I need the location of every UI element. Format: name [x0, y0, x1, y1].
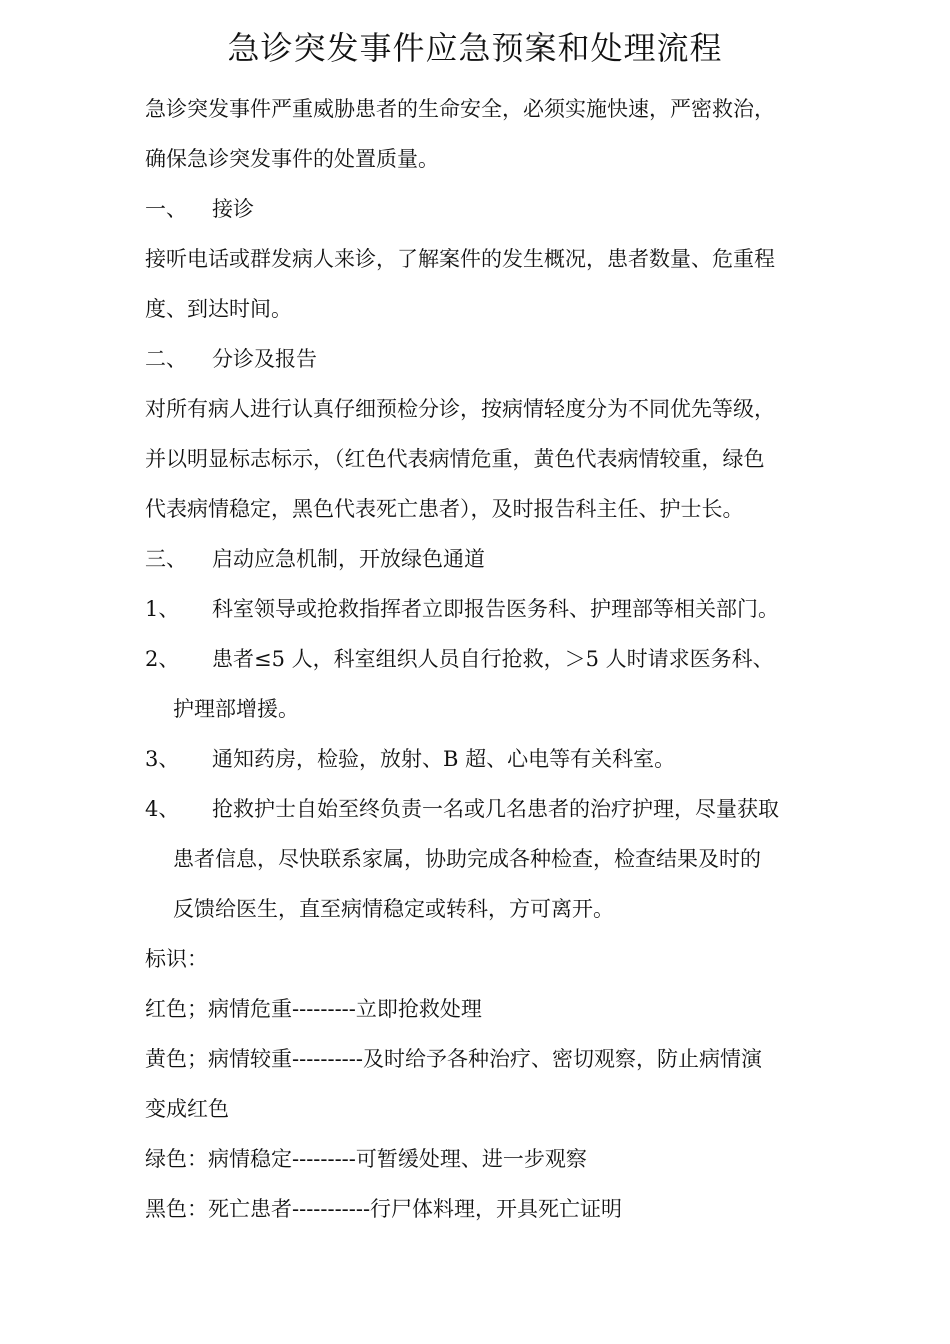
list-item-4-continuation-1 — [145, 834, 815, 884]
list-item-text: 抢救护士自始至终负责一名或几名患者的治疗护理，尽量获取 — [212, 797, 779, 821]
section-1-line-2: 度、到达时间。 — [145, 297, 292, 321]
section-number: 三、 — [145, 547, 187, 571]
section-2-line-3: 代表病情稳定，黑色代表死亡患者），及时报告科主任、护士长。 — [145, 497, 744, 521]
list-item-4-continuation-2 — [145, 884, 815, 934]
list-item-text: 科室领导或抢救指挥者立即报告医务科、护理部等相关部门。 — [212, 597, 779, 621]
legend-yellow-line-1: 黄色；病情较重----------及时给予各种治疗、密切观察，防止病情演 — [145, 1047, 762, 1071]
legend-yellow-line-2: 变成红色 — [145, 1097, 229, 1121]
section-1-line-1: 接听电话或群发病人来诊，了解案件的发生概况，患者数量、危重程 — [145, 247, 775, 271]
list-item-4 — [145, 784, 815, 834]
legend-black: 黑色：死亡患者-----------行尸体料理，开具死亡证明 — [145, 1197, 623, 1221]
section-number: 一、 — [145, 197, 187, 221]
list-item-3 — [145, 734, 815, 784]
list-item-text: 患者信息，尽快联系家属，协助完成各种检查，检查结果及时的 — [173, 847, 761, 871]
section-heading-2 — [145, 334, 815, 384]
list-item-number: 4、 — [145, 797, 180, 821]
section-heading-3 — [145, 534, 815, 584]
section-2-line-1: 对所有病人进行认真仔细预检分诊，按病情轻度分为不同优先等级， — [145, 397, 775, 421]
list-item-2-continuation — [145, 684, 815, 734]
section-heading-1 — [145, 184, 815, 234]
section-title: 接诊 — [212, 197, 254, 221]
list-item-text: 反馈给医生，直至病情稳定或转科，方可离开。 — [173, 897, 614, 921]
list-item-1 — [145, 584, 815, 634]
legend-heading: 标识： — [145, 947, 208, 971]
section-title: 启动应急机制，开放绿色通道 — [212, 547, 485, 571]
page-title: 急诊突发事件应急预案和处理流程 — [227, 29, 723, 67]
list-item-text: 护理部增援。 — [173, 697, 299, 721]
section-2-line-2: 并以明显标志标示，（红色代表病情危重，黄色代表病情较重，绿色 — [145, 447, 765, 471]
list-item-2 — [145, 634, 815, 684]
list-item-text: 通知药房，检验，放射、B 超、心电等有关科室。 — [212, 747, 676, 771]
section-title: 分诊及报告 — [212, 347, 317, 371]
intro-line-1: 急诊突发事件严重威胁患者的生命安全，必须实施快速，严密救治， — [145, 97, 775, 121]
intro-line-2: 确保急诊突发事件的处置质量。 — [145, 147, 439, 171]
document-body — [145, 84, 815, 1234]
legend-red: 红色；病情危重---------立即抢救处理 — [145, 997, 482, 1021]
section-number: 二、 — [145, 347, 187, 371]
list-item-text: 患者≤5 人，科室组织人员自行抢救，＞5 人时请求医务科、 — [212, 647, 774, 671]
legend-green: 绿色：病情稳定---------可暂缓处理、进一步观察 — [145, 1147, 587, 1171]
list-item-number: 1、 — [145, 597, 180, 621]
list-item-number: 2、 — [145, 647, 180, 671]
list-item-number: 3、 — [145, 747, 180, 771]
